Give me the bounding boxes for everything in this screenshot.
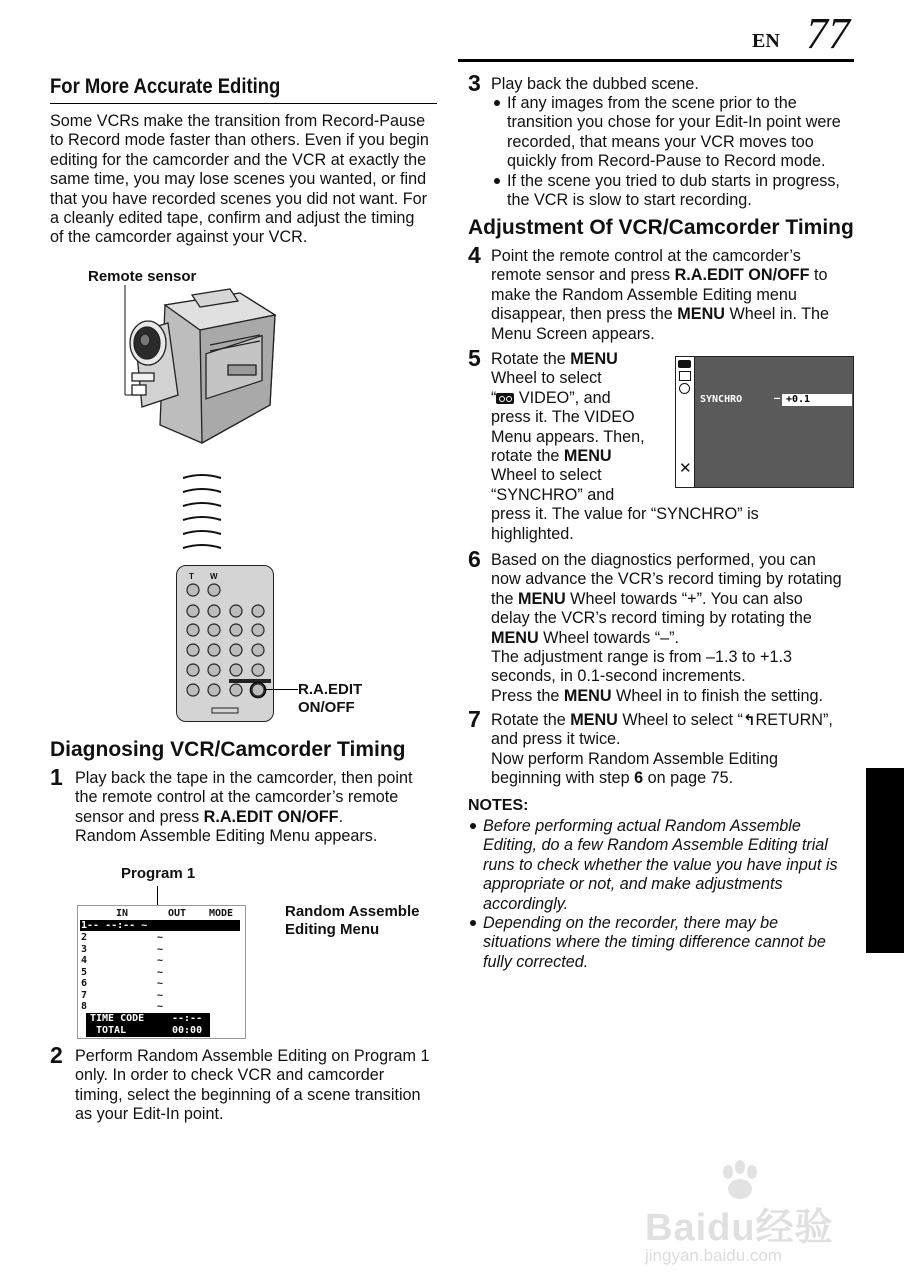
remote-sensor-label: Remote sensor xyxy=(88,268,197,285)
text-run: “ xyxy=(491,388,497,407)
step-number: 5 xyxy=(468,345,481,371)
text-line: Play back the tape in the camcorder, then point xyxy=(75,769,413,787)
text-line xyxy=(491,266,861,285)
text-line xyxy=(491,305,861,324)
step-2-text xyxy=(75,1047,445,1125)
bullet-icon xyxy=(470,823,476,829)
text-line xyxy=(491,629,861,648)
text-line: make the Random Assemble Editing menu xyxy=(491,285,797,304)
row-tilde: ~ xyxy=(157,966,164,978)
paw-logo-icon xyxy=(718,1160,762,1200)
row-num: 5 xyxy=(81,966,88,978)
row-tilde: ~ xyxy=(157,932,164,943)
program-row xyxy=(81,1001,241,1013)
step-number: 1 xyxy=(50,764,63,790)
row-text: 1-- --:-- ~ xyxy=(81,920,148,931)
text-line: the VCR is slow to start recording. xyxy=(507,191,752,210)
program-row xyxy=(81,978,241,990)
row-tilde: ~ xyxy=(157,978,164,989)
step-3-text xyxy=(491,75,861,94)
text-line: Random Assemble Editing Menu appears. xyxy=(75,827,378,846)
text-run: RETURN”, xyxy=(755,711,833,729)
row-tilde: ~ xyxy=(157,955,164,966)
header-rule xyxy=(458,59,854,62)
section-thumb-tab xyxy=(866,768,904,953)
step-4-text xyxy=(491,247,861,344)
text-line: If any images from the scene prior to the xyxy=(507,94,797,112)
text-line: transition you chose for your Edit-In point were xyxy=(507,113,841,132)
note-1 xyxy=(483,817,863,914)
column-in: IN xyxy=(116,908,129,919)
step-number: 4 xyxy=(468,242,481,268)
text-run: Wheel towards “–”. xyxy=(538,628,680,647)
text-line: “SYNCHRO” and xyxy=(491,485,615,504)
text-line: quickly from Record-Pause to Record mode. xyxy=(507,152,826,171)
row-num: 3 xyxy=(81,943,88,955)
text-run: Rotate the xyxy=(491,711,571,729)
text-line: Depending on the recorder, there may be xyxy=(483,914,779,932)
timecode-box xyxy=(86,1013,210,1037)
watermark-url: jingyan.baidu.com xyxy=(645,1246,783,1265)
text-line: as your Edit-In point. xyxy=(75,1105,224,1124)
text-line: appropriate or not, and make adjustments xyxy=(483,875,783,894)
ra-edit-label-line: R.A.EDIT xyxy=(298,681,363,698)
step-number: 7 xyxy=(468,706,481,732)
step-number: 3 xyxy=(468,70,481,96)
video-tape-icon xyxy=(496,393,514,404)
text-line: timing, select the beginning of a scene transition xyxy=(75,1085,421,1104)
video-tape-icon xyxy=(678,360,691,368)
program-row xyxy=(81,967,241,979)
text-run: on page 75. xyxy=(643,769,734,788)
step-6-text xyxy=(491,551,861,706)
text-line: Play back the dubbed scene. xyxy=(491,75,699,93)
text-line: Wheel to select xyxy=(491,466,602,485)
row-tilde: ~ xyxy=(157,943,164,955)
intro-line: of the camcorder against your VCR. xyxy=(50,228,308,247)
button-name: R.A.EDIT ON/OFF xyxy=(674,266,810,285)
baidu-watermark xyxy=(640,1160,880,1270)
caption-line: Editing Menu xyxy=(285,921,380,938)
intro-line: to Record mode faster than others. Even if you begin xyxy=(50,131,429,150)
step-3-bullet-2 xyxy=(507,172,862,211)
wide-button-label: W xyxy=(210,572,218,581)
language-tag: EN xyxy=(752,30,780,52)
remote-control-illustration xyxy=(176,565,274,722)
text-line: highlighted. xyxy=(491,524,574,543)
button-name: MENU xyxy=(570,350,618,368)
text-line: accordingly. xyxy=(483,894,569,913)
text-line: If the scene you tried to dub starts in progress, xyxy=(507,172,840,190)
text-line xyxy=(75,808,445,827)
text-line: Editing, do a few Random Assemble Editing trial xyxy=(483,836,828,855)
text-line: Point the remote control at the camcorder’s xyxy=(491,247,801,265)
text-line: Perform Random Assemble Editing on Program 1 xyxy=(75,1047,430,1065)
text-line xyxy=(491,590,861,609)
text-line: and press it twice. xyxy=(491,730,621,749)
program-row xyxy=(81,955,241,967)
row-num: 4 xyxy=(81,955,88,966)
remote-buttons xyxy=(177,566,273,721)
text-line: runs to check whether the value you have input is xyxy=(483,855,838,874)
close-icon: ✕ xyxy=(679,460,692,477)
step-7-text xyxy=(491,711,861,789)
menu-icon-strip xyxy=(676,357,695,487)
note-2 xyxy=(483,914,863,972)
timecode-label: TIME CODE xyxy=(90,1013,145,1024)
button-name: MENU xyxy=(563,686,612,705)
text-run: sensor and press xyxy=(75,807,204,826)
row-num: 6 xyxy=(81,978,88,989)
text-run: Rotate the xyxy=(491,350,571,368)
text-line: fully corrected. xyxy=(483,952,589,971)
text-run: rotate the xyxy=(491,447,564,466)
text-run: beginning with step xyxy=(491,769,635,788)
text-line: seconds, in 0.1-second increments. xyxy=(491,667,746,686)
text-run: to xyxy=(809,266,828,285)
text-run: Wheel towards “+”. You can also xyxy=(565,589,803,608)
bullet-icon xyxy=(470,920,476,926)
program-row xyxy=(81,990,241,1002)
intro-line: a cleanly edited tape, confirm and adjust the timing xyxy=(50,209,415,228)
synchro-label: SYNCHRO xyxy=(700,394,743,405)
intro-line: Some VCRs make the transition from Record-Pause xyxy=(50,112,426,130)
text-line: press it. The VIDEO xyxy=(491,408,635,427)
column-mode: MODE xyxy=(209,908,234,919)
button-name: MENU xyxy=(563,447,612,466)
text-line: recorded, that means your VCR moves too xyxy=(507,132,814,151)
text-line: Wheel to select xyxy=(491,369,602,388)
text-run: Wheel in to finish the setting. xyxy=(611,686,824,705)
step-3-bullet-1 xyxy=(507,94,862,172)
intro-line: same time, you may lose scenes you wanted, or find xyxy=(50,170,427,189)
synchro-value-highlight xyxy=(782,394,852,406)
row-tilde: ~ xyxy=(157,1001,164,1012)
clock-icon xyxy=(679,383,690,394)
total-label: TOTAL xyxy=(96,1025,127,1036)
text-run: Press the xyxy=(491,686,564,705)
text-line: Before performing actual Random Assemble xyxy=(483,817,801,835)
adjustment-heading: Adjustment Of VCR/Camcorder Timing xyxy=(468,216,854,239)
intro-line: editing for the camcorder and the VCR at exactly the xyxy=(50,150,427,169)
button-name: R.A.EDIT ON/OFF xyxy=(203,807,339,826)
button-name: MENU xyxy=(518,589,566,608)
text-line: press it. The value for “SYNCHRO” is xyxy=(491,505,759,524)
text-line: Menu Screen appears. xyxy=(491,324,655,343)
text-line: Now perform Random Assemble Editing xyxy=(491,749,779,768)
text-line: only. In order to check VCR and camcorder xyxy=(75,1066,385,1085)
camcorder-illustration xyxy=(110,285,280,460)
ra-edit-pointer xyxy=(264,689,298,690)
text-run: Wheel to select “ xyxy=(617,711,743,729)
text-run: remote sensor and press xyxy=(491,266,675,285)
program-label: Program 1 xyxy=(121,865,196,882)
random-assemble-menu-screen xyxy=(77,905,246,1039)
page-number: 77 xyxy=(806,9,850,58)
program-row xyxy=(81,932,241,944)
program-1-row xyxy=(80,920,240,931)
text-line xyxy=(491,769,861,788)
bullet-icon xyxy=(494,178,500,184)
notes-heading: NOTES: xyxy=(468,797,529,814)
tele-button-label: T xyxy=(189,572,194,581)
step-number: 6 xyxy=(468,546,481,572)
camera-settings-icon xyxy=(679,371,691,381)
step-1-text xyxy=(75,769,445,847)
text-line: now advance the VCR’s record timing by rotating xyxy=(491,570,842,589)
program-rows xyxy=(81,932,241,1013)
button-name: MENU xyxy=(677,305,725,324)
section-title: For More Accurate Editing xyxy=(50,75,281,98)
row-tilde: ~ xyxy=(157,989,164,1001)
button-name: MENU xyxy=(570,711,618,729)
page-header xyxy=(0,0,904,64)
return-arrow-icon: ↰ xyxy=(742,712,756,729)
step-reference: 6 xyxy=(634,769,644,788)
text-line xyxy=(491,711,861,730)
text-line xyxy=(491,687,861,706)
text-line: Based on the diagnostics performed, you can xyxy=(491,551,816,569)
ra-edit-label-line: ON/OFF xyxy=(298,699,355,716)
text-run: Wheel in. The xyxy=(724,305,830,324)
column-out: OUT xyxy=(168,908,187,919)
intro-line: that you have recorded scenes you did not want. For xyxy=(50,189,428,208)
row-num: 7 xyxy=(81,989,88,1001)
text-line: Menu appears. Then, xyxy=(491,427,645,446)
text-run: . xyxy=(338,807,344,826)
text-line: delay the VCR’s record timing by rotating the xyxy=(491,609,812,628)
text-run: disappear, then press the xyxy=(491,305,678,324)
text-line: the remote control at the camcorder’s remote xyxy=(75,788,399,807)
watermark-brand: Baidu经验 xyxy=(645,1207,834,1249)
infrared-signal-icon xyxy=(178,470,226,560)
text-run: the xyxy=(491,589,519,608)
row-num: 2 xyxy=(81,932,88,943)
synchro-menu-screen xyxy=(675,356,854,488)
program-row xyxy=(81,944,241,956)
menu-caption xyxy=(285,903,419,939)
timecode-value: --:-- xyxy=(172,1013,203,1024)
row-num: 8 xyxy=(81,1001,88,1012)
bullet-icon xyxy=(494,100,500,106)
button-name: MENU xyxy=(491,628,539,647)
step-number: 2 xyxy=(50,1042,63,1068)
synchro-minus: – xyxy=(774,393,781,404)
total-value: 00:00 xyxy=(172,1025,203,1036)
text-line: The adjustment range is from –1.3 to +1.3 xyxy=(491,648,792,667)
title-rule xyxy=(50,103,437,104)
synchro-value: +0.1 xyxy=(786,394,811,405)
text-run: VIDEO”, and xyxy=(514,388,611,407)
ra-edit-label xyxy=(298,681,362,717)
intro-paragraph xyxy=(50,112,442,248)
text-line: situations where the timing difference cannot be xyxy=(483,933,826,952)
diagnosing-heading: Diagnosing VCR/Camcorder Timing xyxy=(50,738,406,761)
caption-line: Random Assemble xyxy=(285,903,420,920)
